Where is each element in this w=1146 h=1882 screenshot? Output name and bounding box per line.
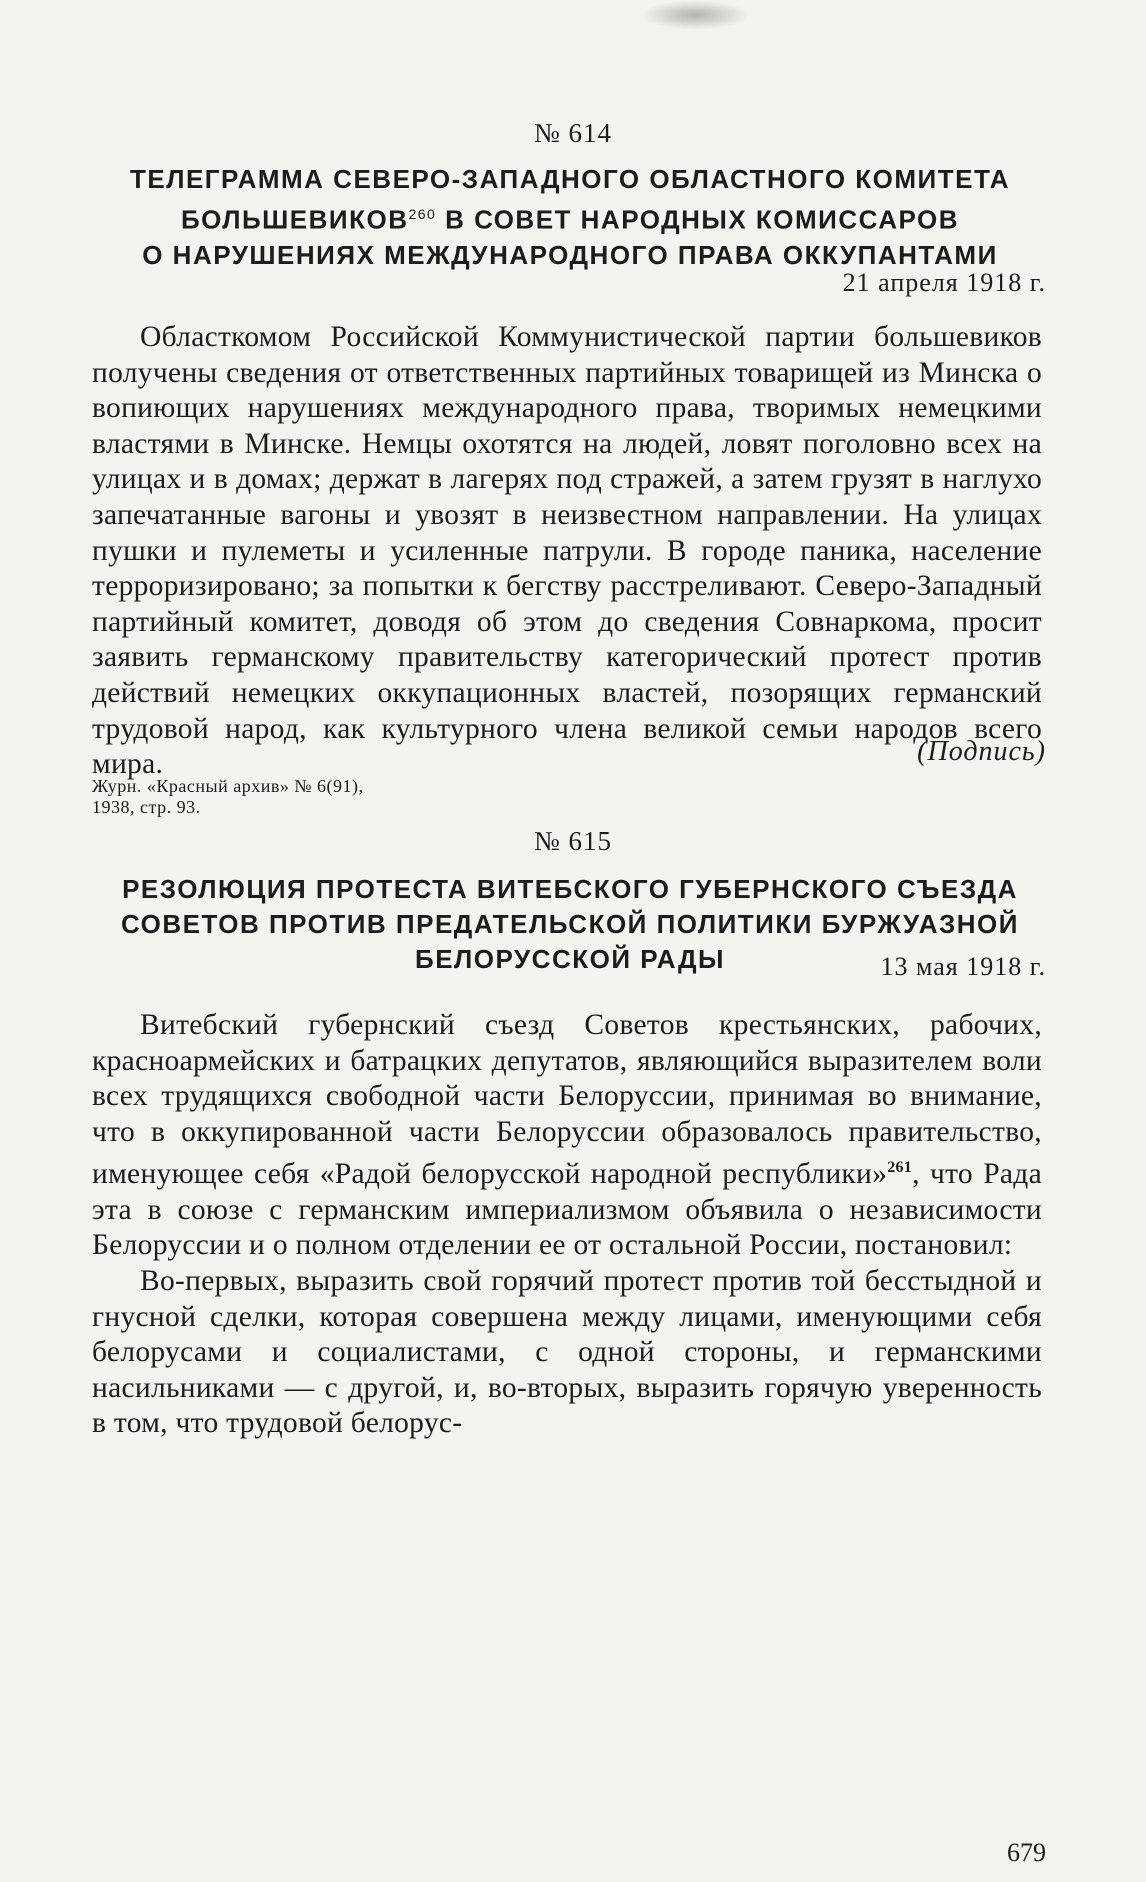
doc-614-title-line-1: ТЕЛЕГРАММА СЕВЕРО-ЗАПАДНОГО ОБЛАСТНОГО КОМИТЕТА — [129, 164, 1010, 194]
doc-615-number: № 615 — [533, 826, 612, 856]
footnote-ref-260: 260 — [408, 206, 437, 222]
doc-615-paragraph-1-start: Витебский губернский съезд Советов крестьянских, рабочих, красноармейских и батрацких депутатов, являющийся выразителем воли всех трудящихся свободной части Белоруссии, принимая во внимание, что в оккупированной части Белоруссии образовалось правительство, именующее себя «Радой белорусской народной республики» — [92, 1009, 1042, 1191]
doc-615-paragraph-2: Во-первых, выразить свой горячий протест против той бесстыдной и гнусной сделки, которая совершена между лицами, именующими себя белорусами и социалистами, с одной стороны, и германскими насильниками — с другой, и, во-вторых, выразить горячую уверенность в том, что трудовой белорус- — [92, 1264, 1042, 1440]
scan-smudge — [640, 0, 750, 30]
doc-614-body — [92, 320, 1042, 783]
footnote-ref-261: 261 — [887, 1159, 913, 1177]
doc-614-source-line-1: Журн. «Красный архив» № 6(91), — [92, 776, 364, 796]
doc-614-title-line-2-start: БОЛЬШЕВИКОВ — [180, 204, 409, 235]
page-number: 679 — [1007, 1838, 1046, 1867]
doc-615-paragraph-1 — [92, 1008, 1042, 1264]
doc-615-title-line-3: БЕЛОРУССКОЙ РАДЫ — [415, 944, 725, 974]
doc-615-title-line-2: СОВЕТОВ ПРОТИВ ПРЕДАТЕЛЬСКОЙ ПОЛИТИКИ БУРЖУАЗНОЙ — [121, 909, 1019, 939]
doc-615-date: 13 мая 1918 г. — [880, 952, 1046, 981]
doc-614-title-line-3: О НАРУШЕНИЯХ МЕЖДУНАРОДНОГО ПРАВА ОККУПАНТАМИ — [142, 239, 998, 270]
doc-614-date: 21 апреля 1918 г. — [842, 268, 1046, 297]
doc-614-title-line-2-end: В СОВЕТ НАРОДНЫХ КОМИССАРОВ — [436, 204, 960, 235]
doc-614-source-line-2: 1938, стр. 93. — [92, 797, 201, 817]
doc-614-signature: (Подпись) — [917, 736, 1046, 767]
doc-615-title-line-1: РЕЗОЛЮЦИЯ ПРОТЕСТА ВИТЕБСКОГО ГУБЕРНСКОГО СЪЕЗДА — [122, 874, 1018, 904]
doc-614-number: № 614 — [533, 118, 612, 148]
doc-614-source — [92, 776, 412, 818]
doc-615-body — [92, 1008, 1042, 1442]
doc-615-paragraph-1-end: , что Рада эта в союзе с германским империализмом объявила о независимости Белоруссии и о полном отделении ее от остальной России, постановил: — [92, 1158, 1042, 1262]
doc-614-title — [90, 162, 1050, 273]
doc-614-title-line-2 — [90, 197, 1050, 238]
doc-614-paragraph: Областкомом Российской Коммунистической партии большевиков получены сведения от ответственных партийных товарищей из Минска о вопиющих нарушениях международного права, творимых немецкими властями в Минске. Немцы охотятся на людей, ловят поголовно всех на улицах и в домах; держат в лагерях под стражей, а затем грузят в наглухо запечатанные вагоны и увозят в неизвестном направлении. На улицах пушки и пулеметы и усиленные патрули. В городе паника, население терроризировано; за попытки к бегству расстреливают. Северо-Западный партийный комитет, доводя об этом до сведения Совнаркома, просит заявить германскому правительству категорический протест против действий немецких оккупационных властей, позорящих германский трудовой народ, как культурного члена великой семьи народов всего мира. — [92, 321, 1042, 781]
